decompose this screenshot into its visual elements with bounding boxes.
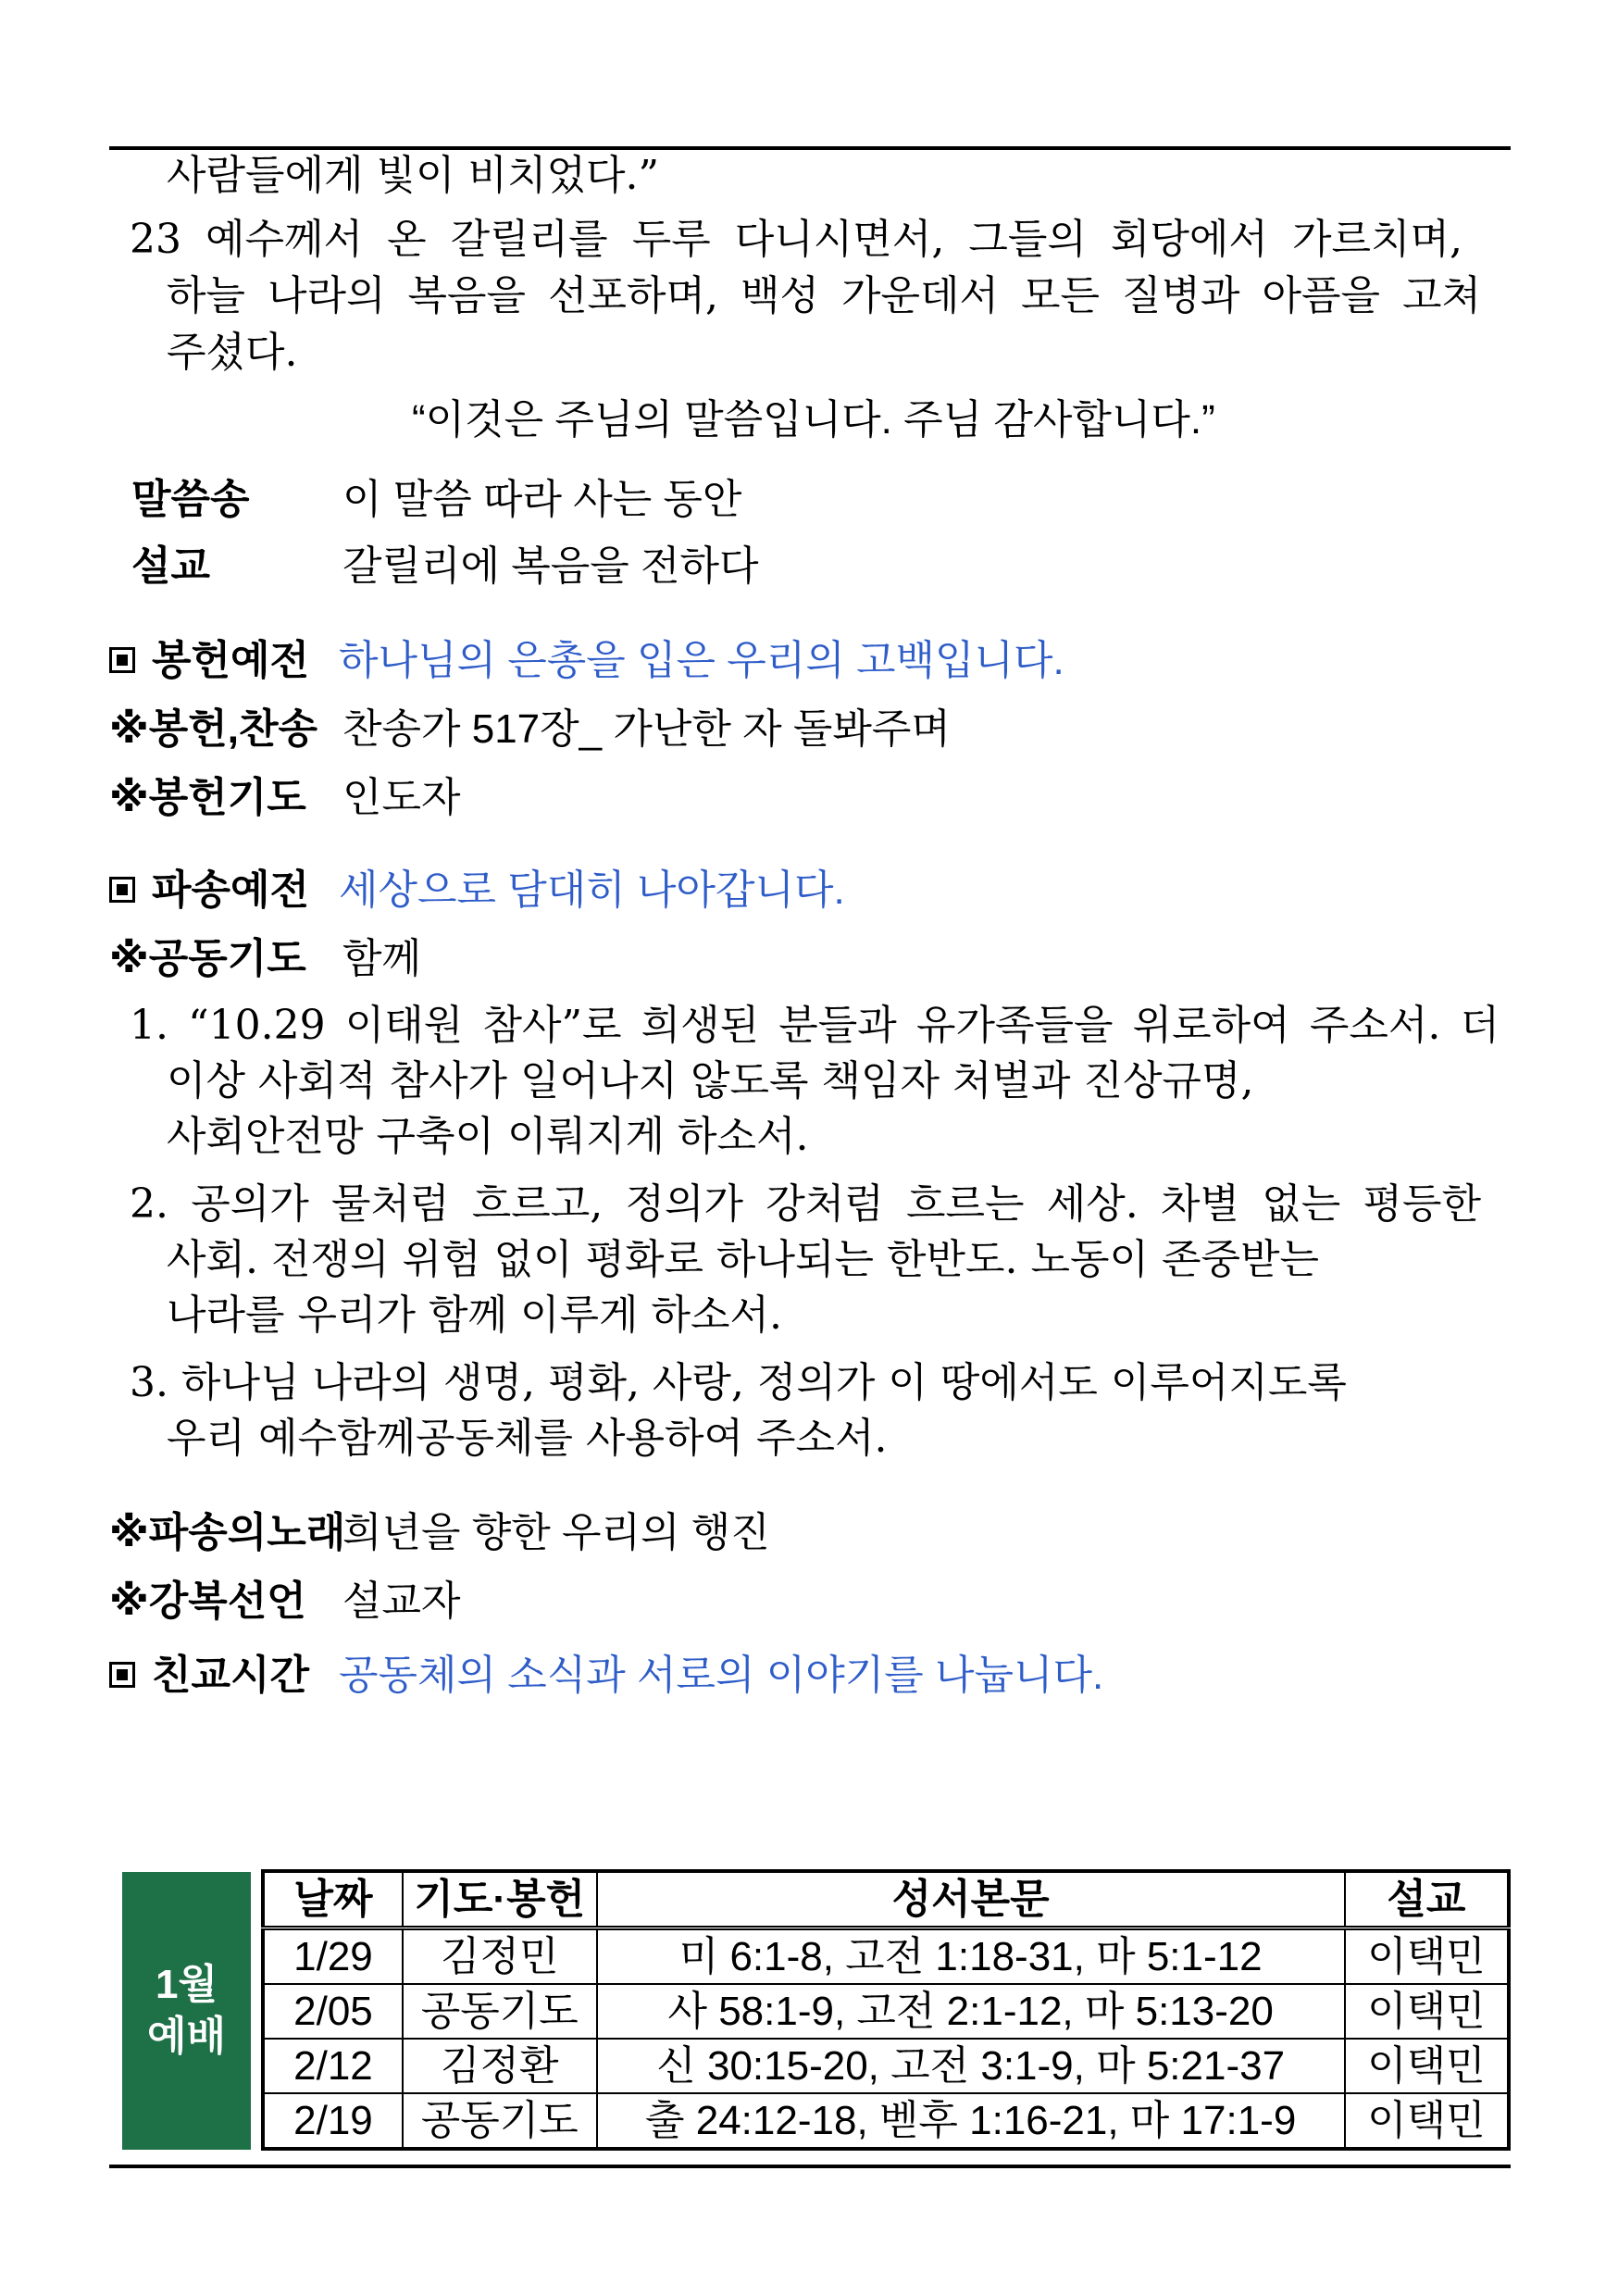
- blessing-label: ※강복선언: [109, 1578, 306, 1624]
- prayer-cell: 공동기도: [403, 2093, 597, 2149]
- column-header: 설교: [1345, 1871, 1509, 1928]
- column-header: 기도·봉헌: [403, 1871, 597, 1928]
- date-cell: 1/29: [263, 1928, 403, 1985]
- preacher-cell: 이택민: [1345, 1928, 1509, 1985]
- common-prayer-value: 함께: [342, 936, 422, 981]
- sermon-label: 설교: [131, 543, 211, 589]
- table-header-row: [263, 1871, 1509, 1928]
- fellowship-section-heading: 친교시간: [109, 1648, 309, 1703]
- prayer-line: 이상 사회적 참사가 일어나지 않도록 책임자 처벌과 진상규명,: [167, 1057, 1254, 1104]
- prayer-line: 1. “10.29 이태원 참사”로 희생된 분들과 유가족들을 위로하여 주소서. 더: [130, 1002, 1500, 1049]
- hymn-word-value: 이 말씀 따라 사는 동안: [342, 477, 742, 522]
- date-cell: 2/12: [263, 2039, 403, 2093]
- prayer-line: 우리 예수함께공동체를 사용하여 주소서.: [167, 1415, 888, 1462]
- square-bullet-icon: [109, 647, 135, 673]
- sermon-value: 갈릴리에 복음을 전하다: [342, 543, 759, 589]
- table-row: [263, 1984, 1509, 2039]
- table-row: [263, 1928, 1509, 1985]
- table-row: [263, 2039, 1509, 2093]
- offering-hymn-label: ※봉헌,찬송: [109, 706, 318, 752]
- hymn-word-label: 말씀송: [131, 477, 250, 522]
- scripture-line: 하늘 나라의 복음을 선포하며, 백성 가운데서 모든 질병과 아픔을 고쳐: [167, 272, 1481, 319]
- scripture-line: 주셨다.: [167, 329, 298, 376]
- sending-song-value: 희년을 향한 우리의 행진: [342, 1510, 770, 1555]
- fellowship-section-desc: 공동체의 소식과 서로의 이야기를 나눕니다.: [339, 1653, 1104, 1698]
- offering-hymn-value: 찬송가 517장_ 가난한 자 돌봐주며: [342, 706, 951, 752]
- scripture-cell: 출 24:12-18, 벧후 1:16-21, 마 17:1-9: [597, 2093, 1345, 2149]
- prayer-line: 사회안전망 구축이 이뤄지게 하소서.: [167, 1113, 809, 1160]
- scripture-line: 사람들에게 빛이 비치었다.”: [167, 152, 659, 199]
- square-bullet-icon: [109, 1662, 135, 1688]
- schedule-side-label: 1월 예배: [122, 1872, 251, 2150]
- preacher-cell: 이택민: [1345, 2039, 1509, 2093]
- prayer-cell: 김정환: [403, 2039, 597, 2093]
- offering-prayer-label: ※봉헌기도: [109, 775, 306, 820]
- offering-prayer-value: 인도자: [342, 775, 461, 820]
- preacher-cell: 이택민: [1345, 1984, 1509, 2039]
- scripture-response: “이것은 주님의 말씀입니다. 주님 감사합니다.”: [412, 397, 1215, 443]
- date-cell: 2/05: [263, 1984, 403, 2039]
- sending-section-desc: 세상으로 담대히 나아갑니다.: [339, 867, 845, 913]
- sending-section-heading: 파송예전: [109, 863, 309, 918]
- scripture-cell: 사 58:1-9, 고전 2:1-12, 마 5:13-20: [597, 1984, 1345, 2039]
- sending-song-label: ※파송의노래: [109, 1510, 346, 1555]
- prayer-line: 나라를 우리가 함께 이루게 하소서.: [167, 1292, 782, 1339]
- prayer-line: 3. 하나님 나라의 생명, 평화, 사랑, 정의가 이 땅에서도 이루어지도록: [130, 1359, 1347, 1406]
- table-row: [263, 2093, 1509, 2149]
- square-bullet-icon: [109, 877, 135, 903]
- column-header: 날짜: [263, 1871, 403, 1928]
- column-header: 성서본문: [597, 1871, 1345, 1928]
- common-prayer-label: ※공동기도: [109, 936, 306, 981]
- date-cell: 2/19: [263, 2093, 403, 2149]
- prayer-cell: 공동기도: [403, 1984, 597, 2039]
- bottom-rule: [109, 2165, 1511, 2168]
- schedule-table: [261, 1869, 1511, 2151]
- scripture-cell: 미 6:1-8, 고전 1:18-31, 마 5:1-12: [597, 1928, 1345, 1985]
- scripture-line: 23 예수께서 온 갈릴리를 두루 다니시면서, 그들의 회당에서 가르치며,: [130, 216, 1462, 263]
- scripture-cell: 신 30:15-20, 고전 3:1-9, 마 5:21-37: [597, 2039, 1345, 2093]
- preacher-cell: 이택민: [1345, 2093, 1509, 2149]
- prayer-line: 사회. 전쟁의 위험 없이 평화로 하나되는 한반도. 노동이 존중받는: [167, 1236, 1319, 1283]
- offering-section-desc: 하나님의 은총을 입은 우리의 고백입니다.: [339, 638, 1064, 683]
- offering-section-heading: 봉헌예전: [109, 633, 309, 689]
- blessing-value: 설교자: [342, 1578, 461, 1624]
- prayer-cell: 김정민: [403, 1928, 597, 1985]
- prayer-line: 2. 공의가 물처럼 흐르고, 정의가 강처럼 흐르는 세상. 차별 없는 평등한: [130, 1180, 1481, 1228]
